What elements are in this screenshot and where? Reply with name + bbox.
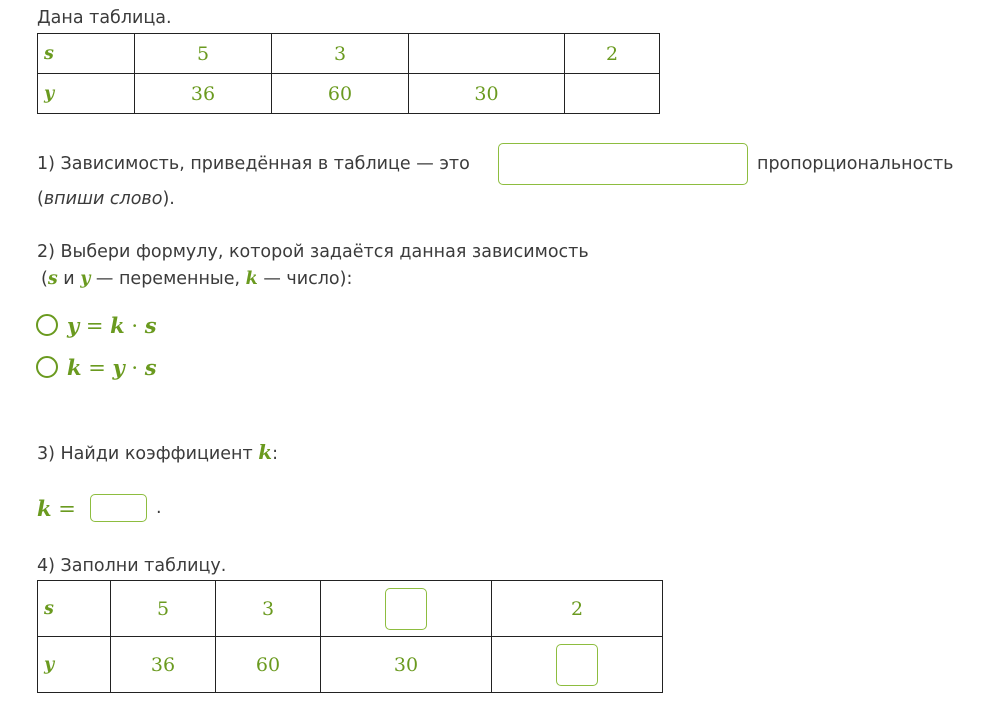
- q1-text-before: 1) Зависимость, приведённая в таблице — это: [37, 154, 470, 174]
- table-row: [38, 581, 663, 637]
- table-cell: 60: [216, 637, 321, 693]
- q4-text: 4) Заполни таблицу.: [37, 556, 227, 576]
- table-cell: [409, 34, 565, 74]
- table-cell: 5: [135, 34, 272, 74]
- q1-hint-text: впиши слово: [43, 189, 163, 209]
- table-cell: 5: [111, 581, 216, 637]
- table-cell: 3: [272, 34, 409, 74]
- q1-text-after: пропорциональность: [757, 154, 954, 174]
- row-label-s: s: [38, 581, 111, 637]
- table-row: [38, 637, 663, 693]
- table-cell: 60: [272, 74, 409, 114]
- table-cell: 30: [321, 637, 492, 693]
- table-cell: [321, 581, 492, 637]
- y-cell-input[interactable]: [556, 644, 598, 686]
- q3-answer-lhs: k =: [37, 496, 76, 521]
- q2-line2: (s и y — переменные, k — число):: [41, 269, 353, 289]
- table-cell: 2: [492, 581, 663, 637]
- table-cell: 30: [409, 74, 565, 114]
- k-input[interactable]: [90, 494, 147, 522]
- option-1-formula[interactable]: y = k · s: [67, 313, 157, 338]
- table-cell: 3: [216, 581, 321, 637]
- table-row: [38, 74, 660, 114]
- fill-table: [37, 580, 663, 693]
- table-cell: 2: [565, 34, 660, 74]
- table-cell: 36: [111, 637, 216, 693]
- option-2-formula[interactable]: k = y · s: [67, 355, 157, 380]
- table-cell: 36: [135, 74, 272, 114]
- table-cell: [565, 74, 660, 114]
- row-label-y: y: [38, 74, 135, 114]
- option-2-radio[interactable]: [36, 356, 58, 378]
- q2-line1: 2) Выбери формулу, которой задаётся данная зависимость: [37, 242, 589, 262]
- row-label-y: y: [38, 637, 111, 693]
- table-cell: [492, 637, 663, 693]
- intro-text: Дана таблица.: [37, 8, 172, 28]
- q1-hint: (впиши слово).: [37, 189, 175, 209]
- q3-text: 3) Найди коэффициент k:: [37, 440, 279, 464]
- q1-answer-input[interactable]: [498, 143, 748, 185]
- given-table: [37, 33, 660, 114]
- row-label-s: s: [38, 34, 135, 74]
- table-row: [38, 34, 660, 74]
- s-cell-input[interactable]: [385, 588, 427, 630]
- q3-period: .: [156, 498, 162, 518]
- option-1-radio[interactable]: [36, 314, 58, 336]
